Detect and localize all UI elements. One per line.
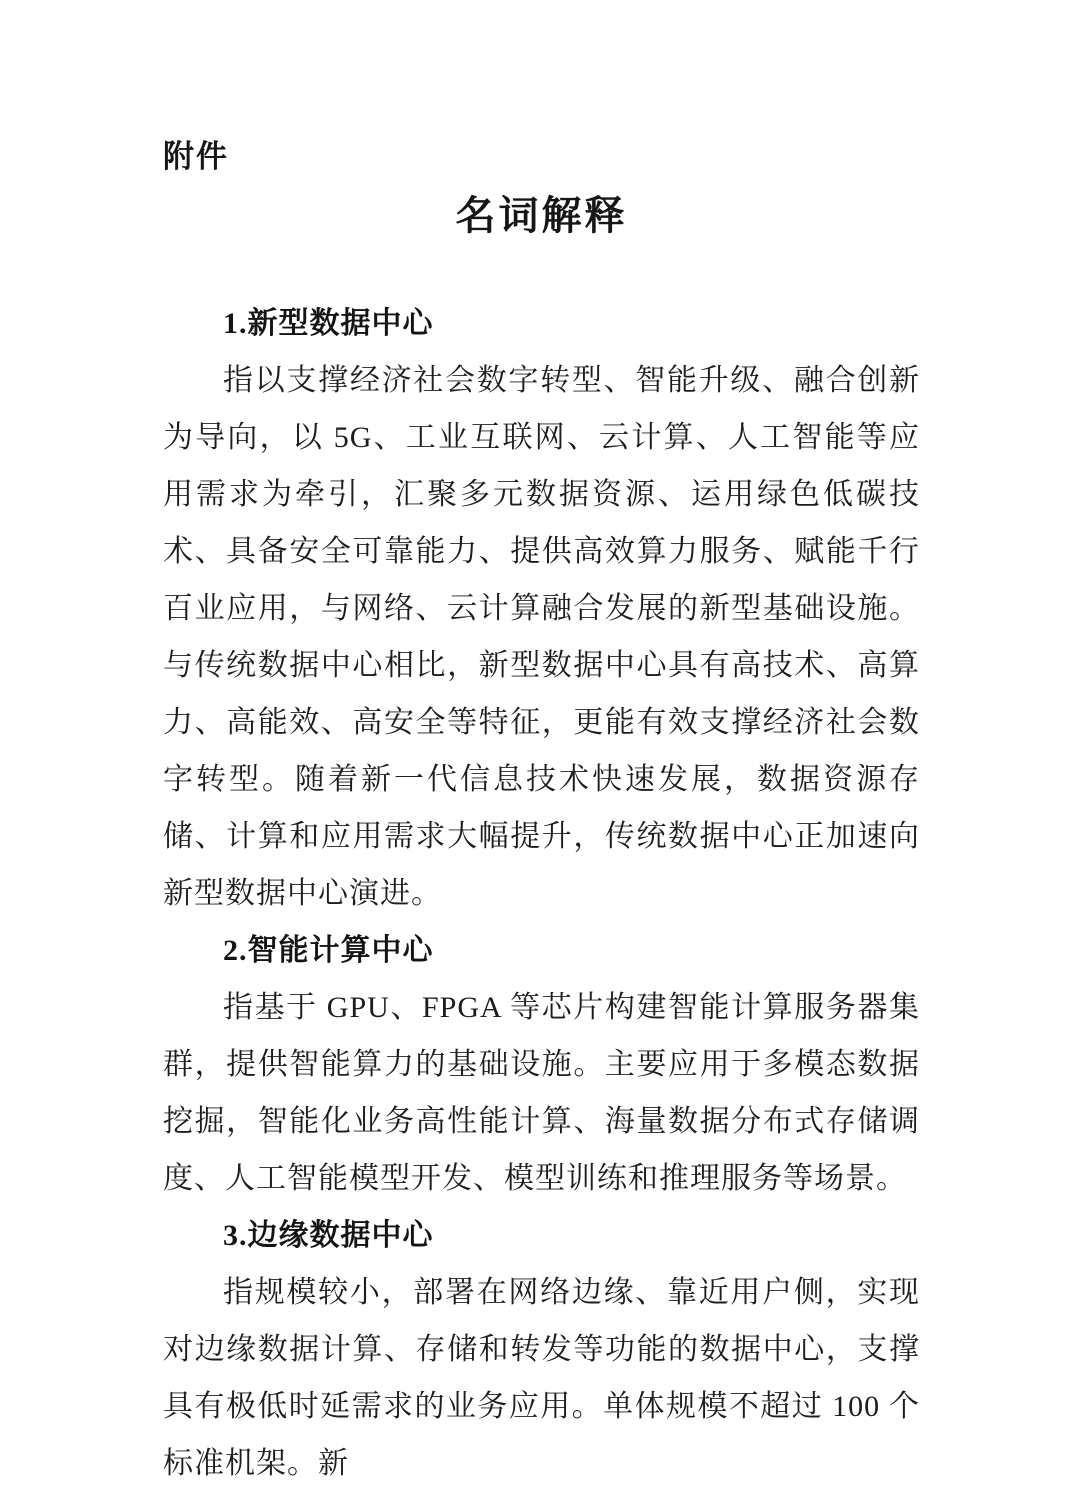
term-heading-edge-data-center: 3.边缘数据中心 [223, 1219, 434, 1252]
term-section-intelligent-computing-center [163, 922, 920, 1207]
term-heading-new-data-center: 1.新型数据中心 [223, 307, 434, 340]
term-heading-intelligent-computing-center: 2.智能计算中心 [223, 934, 434, 967]
page-title: 名词解释 [455, 194, 628, 238]
term-definition-edge-data-center: 指规模较小，部署在网络边缘、靠近用户侧，实现对边缘数据计算、存储和转发等功能的数据中心，支撑具有极低时延需求的业务应用。单体规模不超过 100 个标准机架。新 [163, 1276, 920, 1480]
term-section-edge-data-center [163, 1207, 920, 1492]
term-definition-intelligent-computing-center: 指基于 GPU、FPGA 等芯片构建智能计算服务器集群，提供智能算力的基础设施。主要应用于多模态数据挖掘，智能化业务高性能计算、海量数据分布式存储调度、人工智能模型开发、模型训练和推理服务等场景。 [163, 991, 920, 1195]
term-section-new-data-center [163, 295, 920, 922]
term-definition-new-data-center: 指以支撑经济社会数字转型、智能升级、融合创新为导向，以 5G、工业互联网、云计算、人工智能等应用需求为牵引，汇聚多元数据资源、运用绿色低碳技术、具备安全可靠能力、提供高效算力服务、赋能千行百业应用，与网络、云计算融合发展的新型基础设施。与传统数据中心相比，新型数据中心具有高技术、高算力、高能效、高安全等特征，更能有效支撑经济社会数字转型。随着新一代信息技术快速发展，数据资源存储、计算和应用需求大幅提升，传统数据中心正加速向新型数据中心演进。 [163, 364, 920, 910]
attachment-label: 附件 [163, 139, 229, 174]
